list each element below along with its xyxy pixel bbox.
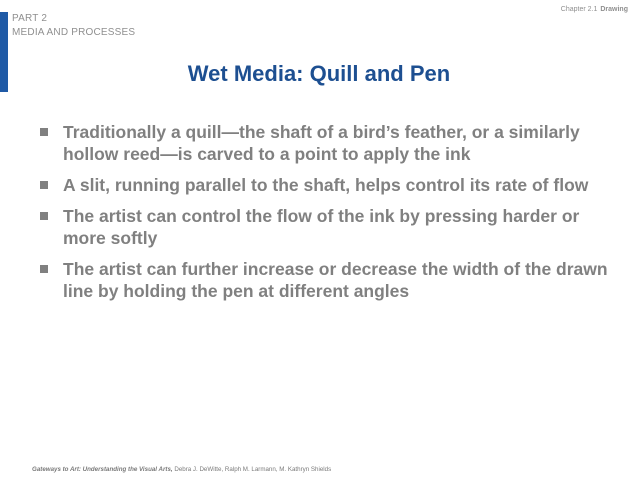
bullet-text: Traditionally a quill—the shaft of a bird’s feather, or a similarly hollow reed—is carved to a point to apply the ink <box>63 122 580 164</box>
square-bullet-icon <box>40 181 48 189</box>
bullet-item <box>38 121 608 165</box>
chapter-topic: Drawing <box>600 6 628 13</box>
part-label <box>12 12 135 40</box>
footer-citation <box>32 466 331 473</box>
chapter-number: Chapter 2.1 <box>560 6 598 13</box>
bullet-text: A slit, running parallel to the shaft, helps control its rate of flow <box>63 175 589 195</box>
bullet-list <box>38 121 608 311</box>
bullet-item <box>38 205 608 249</box>
part-number: PART 2 <box>12 13 48 24</box>
book-authors: Debra J. DeWitte, Ralph M. Larmann, M. Kathryn Shields <box>174 466 332 473</box>
square-bullet-icon <box>40 265 48 273</box>
book-title: Gateways to Art: Understanding the Visual Arts, <box>32 466 173 473</box>
bullet-item <box>38 258 608 302</box>
square-bullet-icon <box>40 128 48 136</box>
bullet-item <box>38 174 608 196</box>
section-name: MEDIA AND PROCESSES <box>12 27 136 38</box>
bullet-text: The artist can further increase or decrease the width of the drawn line by holding the pen at different angles <box>63 259 608 301</box>
bullet-text: The artist can control the flow of the ink by pressing harder or more softly <box>63 206 580 248</box>
slide-title: Wet Media: Quill and Pen <box>187 61 451 86</box>
chapter-label <box>561 6 628 13</box>
square-bullet-icon <box>40 212 48 220</box>
